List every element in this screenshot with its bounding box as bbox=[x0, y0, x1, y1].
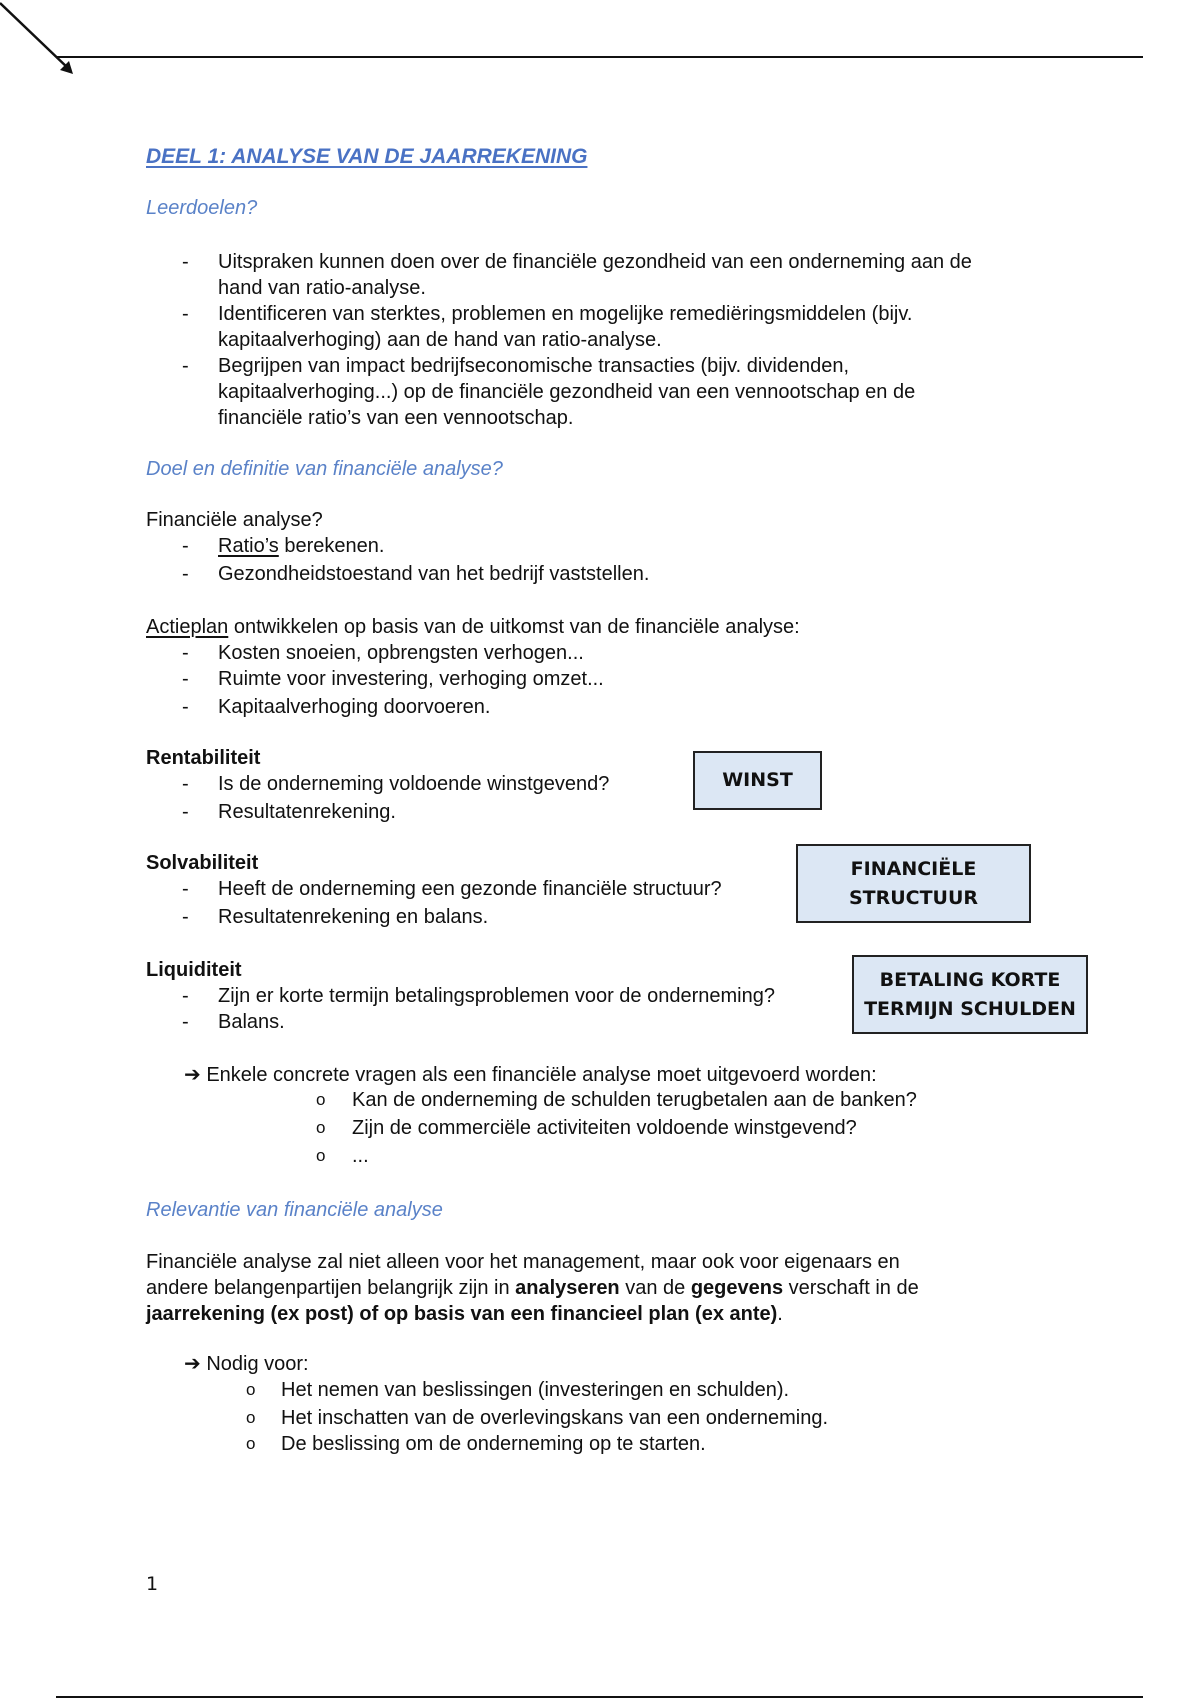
leerdoel-1-line1: Uitspraken kunnen doen over de financiële gezondheid van een onderneming aan de bbox=[218, 251, 972, 273]
leerdoel-3-line2: kapitaalverhoging...) op de financiële gezondheid van een vennootschap en de bbox=[218, 381, 916, 403]
vragen-intro-line bbox=[184, 1062, 877, 1088]
relevantie-line-2-e: verschaft in de bbox=[783, 1277, 919, 1299]
winst-box-label: WINST bbox=[722, 769, 793, 791]
bullet-dash: - bbox=[182, 251, 189, 273]
bullet-dash: - bbox=[182, 1011, 189, 1033]
circle-bullet: o bbox=[246, 1380, 256, 1399]
bullet-dash: - bbox=[182, 535, 189, 557]
bullet-dash: - bbox=[182, 878, 189, 900]
actieplan-item-2: Ruimte voor investering, verhoging omzet... bbox=[218, 668, 604, 690]
betaling-line2: TERMIJN SCHULDEN bbox=[864, 997, 1076, 1020]
financiele-structuur-line2: STRUCTUUR bbox=[848, 886, 979, 909]
arrow-right-icon: ➔ bbox=[184, 1353, 201, 1375]
gegevens-bold: gegevens bbox=[690, 1277, 784, 1299]
solvabiliteit-item-1: Heeft de onderneming een gezonde financiële structuur? bbox=[218, 878, 722, 900]
actieplan-underlined: Actieplan bbox=[146, 616, 229, 638]
leerdoel-1-line2: hand van ratio-analyse. bbox=[218, 277, 426, 299]
leerdoel-2-line2: kapitaalverhoging) aan de hand van ratio-analyse. bbox=[218, 329, 662, 351]
top-rule bbox=[56, 56, 1143, 58]
vraag-2: Zijn de commerciële activiteiten voldoende winstgevend? bbox=[352, 1117, 857, 1139]
jaarrekening-bold: jaarrekening (ex post) of op basis van een financieel plan (ex ante) bbox=[146, 1303, 778, 1325]
rentabiliteit-heading: Rentabiliteit bbox=[146, 747, 261, 769]
financiele-structuur-box bbox=[796, 844, 1031, 923]
actieplan-item-1: Kosten snoeien, opbrengsten verhogen... bbox=[218, 642, 584, 664]
doel-item-1 bbox=[218, 533, 384, 559]
bullet-dash: - bbox=[182, 906, 189, 928]
liquiditeit-item-1: Zijn er korte termijn betalingsproblemen voor de onderneming? bbox=[218, 985, 775, 1007]
nodig-item-1: Het nemen van beslissingen (investeringen en schulden). bbox=[281, 1379, 790, 1401]
bullet-dash: - bbox=[182, 355, 189, 377]
rentabiliteit-item-2: Resultatenrekening. bbox=[218, 801, 396, 823]
bullet-dash: - bbox=[182, 642, 189, 664]
corner-arrow-icon bbox=[0, 0, 80, 80]
solvabiliteit-heading: Solvabiliteit bbox=[146, 852, 259, 874]
ratios-underlined: Ratio’s bbox=[218, 535, 279, 557]
financiele-structuur-line1: FINANCIËLE bbox=[850, 857, 977, 880]
bullet-dash: - bbox=[182, 563, 189, 585]
leerdoel-3-line1: Begrijpen van impact bedrijfseconomische transacties (bijv. dividenden, bbox=[218, 355, 850, 377]
arrow-right-icon: ➔ bbox=[184, 1064, 201, 1086]
rentabiliteit-item-1: Is de onderneming voldoende winstgevend? bbox=[218, 773, 610, 795]
betaling-korte-termijn-box bbox=[852, 955, 1088, 1034]
relevantie-line-2 bbox=[146, 1275, 919, 1301]
leerdoel-2-line1: Identificeren van sterktes, problemen en mogelijke remediëringsmiddelen (bijv. bbox=[218, 303, 913, 325]
nodig-intro: Nodig voor: bbox=[206, 1353, 309, 1375]
bullet-dash: - bbox=[182, 303, 189, 325]
bullet-dash: - bbox=[182, 773, 189, 795]
actieplan-line bbox=[146, 614, 800, 640]
page-title: DEEL 1: ANALYSE VAN DE JAARREKENING bbox=[146, 145, 588, 168]
circle-bullet: o bbox=[316, 1118, 326, 1137]
vraag-3: ... bbox=[352, 1145, 369, 1167]
solvabiliteit-item-2: Resultatenrekening en balans. bbox=[218, 906, 489, 928]
relevantie-line-2-a: andere belangenpartijen belangrijk zijn in bbox=[146, 1277, 516, 1299]
nodig-intro-line bbox=[184, 1351, 309, 1377]
bullet-dash: - bbox=[182, 668, 189, 690]
doel-item-2: Gezondheidstoestand van het bedrijf vaststellen. bbox=[218, 563, 650, 585]
actieplan-item-3: Kapitaalverhoging doorvoeren. bbox=[218, 696, 491, 718]
nodig-item-3: De beslissing om de onderneming op te starten. bbox=[281, 1433, 706, 1455]
doel-intro: Financiële analyse? bbox=[146, 509, 323, 531]
relevantie-line-1: Financiële analyse zal niet alleen voor het management, maar ook voor eigenaars en bbox=[146, 1251, 900, 1273]
relevantie-heading: Relevantie van financiële analyse bbox=[146, 1199, 443, 1221]
relevantie-line-3 bbox=[146, 1301, 783, 1327]
actieplan-rest: ontwikkelen op basis van de uitkomst van de financiële analyse: bbox=[228, 616, 800, 638]
page-number: 1 bbox=[146, 1573, 159, 1595]
nodig-item-2: Het inschatten van de overlevingskans van een onderneming. bbox=[281, 1407, 829, 1429]
bullet-dash: - bbox=[182, 801, 189, 823]
circle-bullet: o bbox=[246, 1408, 256, 1427]
circle-bullet: o bbox=[316, 1146, 326, 1165]
bullet-dash: - bbox=[182, 696, 189, 718]
circle-bullet: o bbox=[246, 1434, 256, 1453]
vragen-intro: Enkele concrete vragen als een financiële analyse moet uitgevoerd worden: bbox=[206, 1064, 877, 1086]
leerdoelen-heading: Leerdoelen? bbox=[146, 197, 258, 219]
winst-box bbox=[693, 751, 822, 810]
relevantie-line-2-c: van de bbox=[619, 1277, 691, 1299]
doel-item-1-rest: berekenen. bbox=[278, 535, 385, 557]
liquiditeit-heading: Liquiditeit bbox=[146, 959, 242, 981]
relevantie-line-3-end: . bbox=[777, 1303, 783, 1325]
leerdoel-3-line3: financiële ratio’s van een vennootschap. bbox=[218, 407, 574, 429]
bottom-rule bbox=[56, 1696, 1143, 1698]
liquiditeit-item-2: Balans. bbox=[218, 1011, 285, 1033]
circle-bullet: o bbox=[316, 1090, 326, 1109]
doel-heading: Doel en definitie van financiële analyse? bbox=[146, 458, 503, 480]
betaling-line1: BETALING KORTE bbox=[879, 968, 1061, 991]
bullet-dash: - bbox=[182, 985, 189, 1007]
vraag-1: Kan de onderneming de schulden terugbetalen aan de banken? bbox=[352, 1089, 917, 1111]
analyseren-bold: analyseren bbox=[515, 1277, 620, 1299]
